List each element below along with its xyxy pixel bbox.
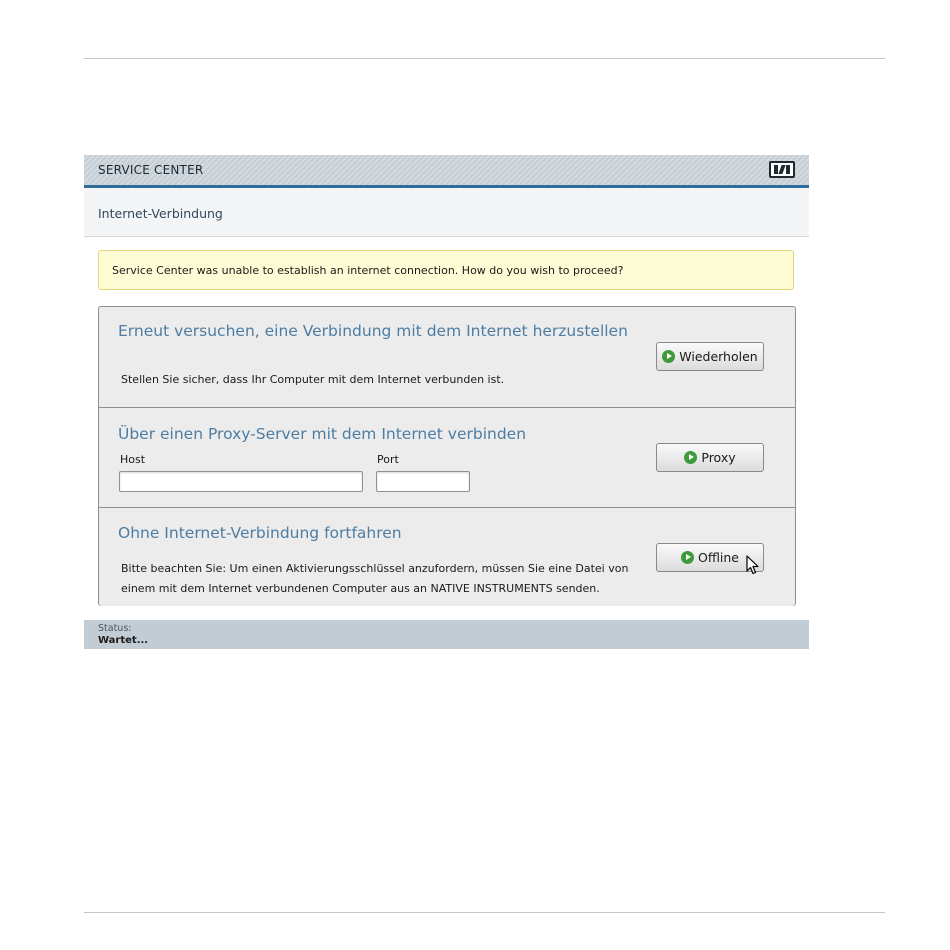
status-bar: [84, 620, 809, 649]
offline-option-description: [121, 559, 628, 599]
mouse-pointer-icon: [746, 555, 760, 575]
offline-option-title: Ohne Internet-Verbindung fortfahren: [118, 524, 402, 542]
proxy-option-title: Über einen Proxy-Server mit dem Internet verbinden: [118, 425, 527, 443]
connection-options-panel: [98, 306, 796, 606]
retry-button[interactable]: [656, 342, 764, 371]
offline-description-line-2: einem mit dem Internet verbundenen Computer aus an NATIVE INSTRUMENTS senden.: [121, 582, 600, 595]
host-input[interactable]: [119, 471, 363, 492]
proxy-option: [99, 407, 795, 508]
content-area: [84, 237, 809, 620]
host-label: Host: [120, 453, 146, 466]
warning-notice: [98, 250, 794, 290]
retry-button-label: Wiederholen: [679, 349, 758, 364]
retry-option-description: Stellen Sie sicher, dass Ihr Computer mit dem Internet verbunden ist.: [121, 373, 505, 386]
page-top-rule: [84, 58, 885, 59]
port-input[interactable]: [376, 471, 470, 492]
status-value: Wartet...: [98, 635, 149, 646]
play-circle-icon: [684, 451, 697, 464]
notice-text: Service Center was unable to establish an internet connection. How do you wish to proceed?: [112, 264, 624, 277]
ni-logo-icon: [769, 161, 795, 178]
retry-option: [99, 307, 795, 407]
page-bottom-rule: [84, 912, 885, 913]
offline-button-label: Offline: [697, 550, 739, 565]
section-header: [84, 188, 809, 237]
port-label: Port: [377, 453, 399, 466]
window-header: [84, 155, 809, 188]
service-center-window: [84, 155, 809, 649]
window-title: SERVICE CENTER: [98, 163, 204, 177]
proxy-button[interactable]: [656, 443, 764, 472]
section-title: Internet-Verbindung: [98, 206, 223, 221]
proxy-button-label: Proxy: [701, 450, 736, 465]
status-label: Status:: [98, 623, 132, 634]
offline-description-line-1: Bitte beachten Sie: Um einen Aktivierungsschlüssel anzufordern, müssen Sie eine Datei von: [121, 562, 629, 575]
play-circle-icon: [662, 350, 675, 363]
play-circle-icon: [681, 551, 694, 564]
offline-option: [99, 507, 795, 606]
retry-option-title: Erneut versuchen, eine Verbindung mit dem Internet herzustellen: [118, 322, 628, 340]
